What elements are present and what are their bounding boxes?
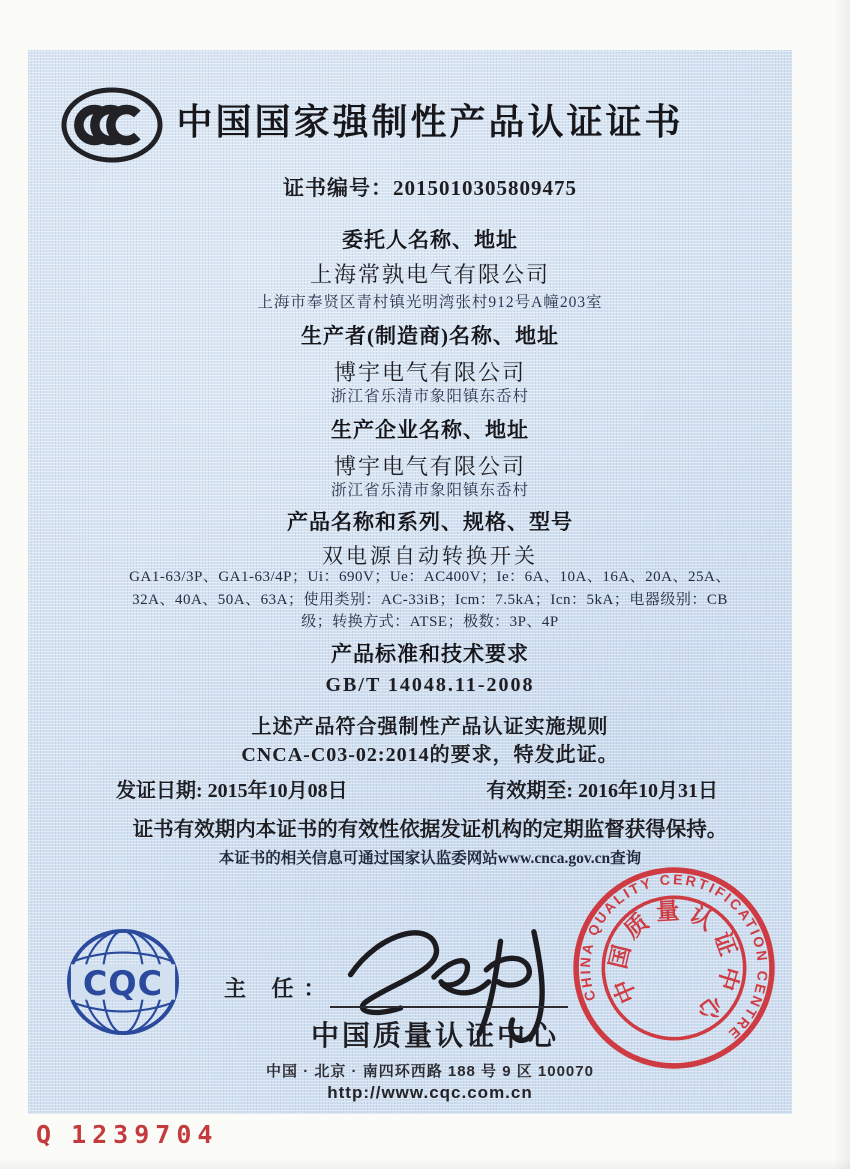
factory-name: 博宇电气有限公司	[333, 454, 526, 479]
info-note: 本证书的相关信息可通过国家认监委网站www.cnca.gov.cn查询	[218, 850, 642, 867]
footer-address: 中国 · 北京 · 南四环西路 188 号 9 区 100070	[266, 1063, 594, 1080]
seal-inner-text: 中国质量认证中心	[605, 897, 744, 1030]
spec-line: GA1-63/3P、GA1-63/4P；Ui：690V；Ue：AC400V；Ie：6A、10A、16A、20A、25A、	[129, 569, 731, 585]
scan-edge-bottom	[0, 1159, 850, 1169]
dates-row	[68, 774, 792, 803]
certificate-sheet	[28, 50, 792, 1114]
serial-prefix: Q	[36, 1120, 52, 1149]
product-heading: 产品名称和系列、规格、型号	[287, 510, 573, 534]
certificate-title: 中国国家强制性产品认证证书	[176, 102, 684, 142]
product-specifications	[68, 566, 792, 634]
seal-outer-text: CHINA QUALITY CERTIFICATION CENTRE	[576, 871, 771, 1044]
director-label: 主 任：	[224, 976, 336, 1001]
cqc-logo-text: CQC	[82, 963, 164, 1003]
cqc-globe-icon	[64, 926, 182, 1043]
standard-heading: 产品标准和技术要求	[331, 642, 529, 666]
spec-line: 32A、40A、50A、63A；使用类别：AC-33iB；Icm：7.5kA；Icn：5kA；电器级别：CB	[132, 591, 728, 608]
applicant-heading: 委托人名称、地址	[342, 228, 518, 252]
expiry-date: 有效期至: 2016年10月31日	[486, 780, 718, 802]
validity-note: 证书有效期内本证书的有效性依据发证机构的定期监督获得保持。	[132, 819, 728, 841]
statement-line-1: 上述产品符合强制性产品认证实施规则	[251, 716, 609, 738]
product-name: 双电源自动转换开关	[322, 544, 538, 568]
applicant-address: 上海市奉贤区青村镇光明湾张村912号A幢203室	[257, 294, 603, 311]
signature-underline	[330, 1006, 568, 1008]
statement-line-2: CNCA-C03-02:2014的要求，特发此证。	[241, 744, 619, 766]
standard-value: GB/T 14048.11-2008	[325, 674, 535, 696]
manufacturer-address: 浙江省乐清市象阳镇东岙村	[330, 388, 529, 405]
issue-date: 发证日期: 2015年10月08日	[116, 780, 348, 802]
spec-line: 级；转换方式：ATSE；极数：3P、4P	[301, 614, 559, 630]
factory-address: 浙江省乐清市象阳镇东岙村	[330, 482, 529, 499]
cqc-red-seal	[568, 862, 780, 1079]
factory-heading: 生产企业名称、地址	[331, 418, 529, 442]
serial-number	[36, 1120, 218, 1149]
manufacturer-name: 博宇电气有限公司	[333, 360, 526, 385]
serial-digits: 1239704	[71, 1120, 219, 1149]
scan-edge-right	[834, 0, 850, 1169]
issuing-organization: 中国质量认证中心	[310, 1021, 559, 1052]
manufacturer-heading: 生产者(制造商)名称、地址	[301, 324, 559, 348]
svg-text:CHINA QUALITY CERTIFICATION CE	[568, 862, 780, 1048]
applicant-name: 上海常孰电气有限公司	[309, 262, 550, 287]
footer-website: http://www.cqc.com.cn	[327, 1083, 533, 1102]
certificate-number: 证书编号：2015010305809475	[283, 176, 577, 200]
